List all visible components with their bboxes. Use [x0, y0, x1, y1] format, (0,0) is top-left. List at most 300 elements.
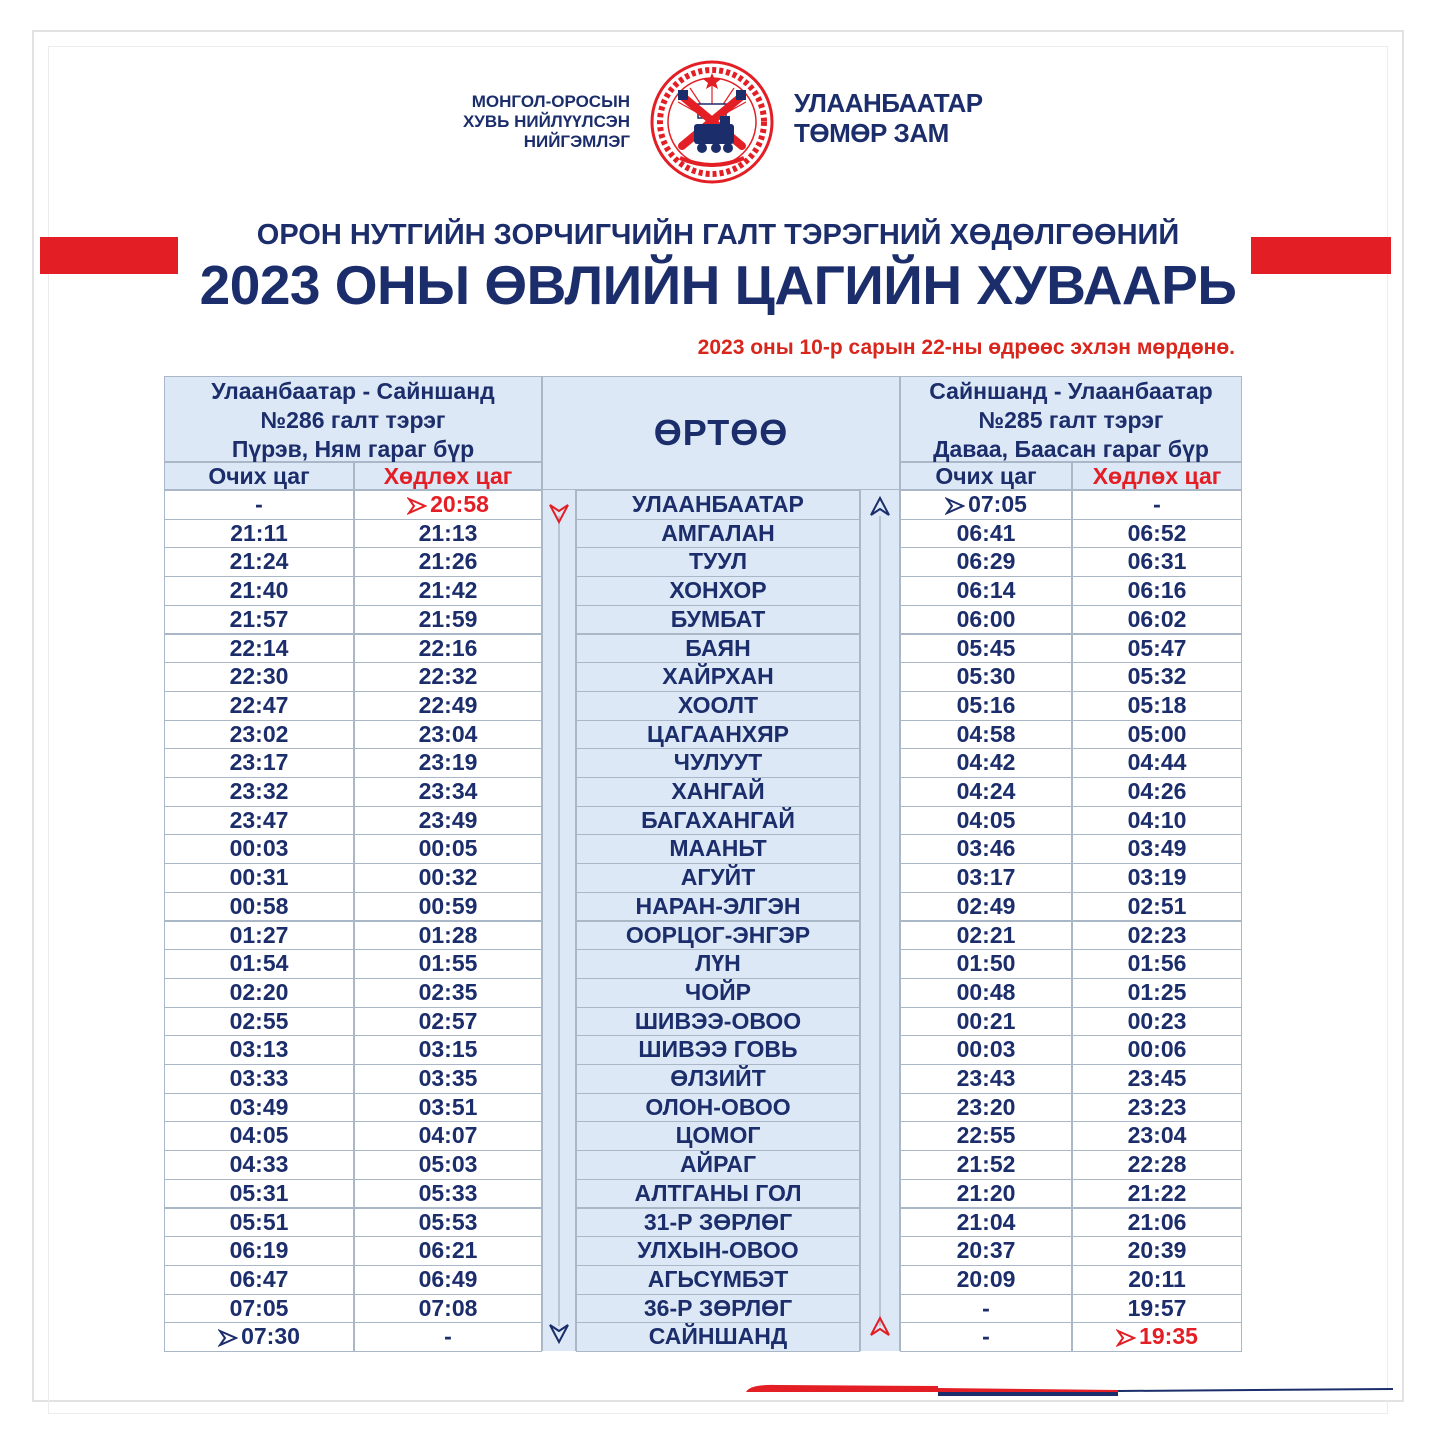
- station-cell-text: ШИВЭЭ ГОВЬ: [638, 1036, 798, 1063]
- right-arrive-cell: [900, 490, 1072, 520]
- right-train-header: [900, 376, 1242, 462]
- right-arrive-cell: [900, 863, 1072, 893]
- right-arrive-cell-text: -: [982, 1294, 990, 1321]
- station-cell-text: САЙНШАНД: [648, 1323, 788, 1350]
- right-arrive-cell-text: 05:30: [956, 663, 1016, 690]
- right-depart-cell: [1072, 1179, 1242, 1209]
- left-depart-cell: [354, 720, 542, 750]
- station-cell: [576, 1179, 860, 1209]
- right-depart-cell: [1072, 691, 1242, 721]
- station-cell: [576, 748, 860, 778]
- left-arrive-cell: [164, 921, 354, 951]
- left-arrive-cell: [164, 1179, 354, 1209]
- right-depart-cell: [1072, 978, 1242, 1008]
- left-depart-cell-text: 07:08: [418, 1294, 478, 1321]
- right-arrive-cell-text: 04:05: [956, 806, 1016, 833]
- right-arrive-cell: [900, 978, 1072, 1008]
- left-arrive-cell-text: 07:30: [241, 1323, 300, 1350]
- left-arrive-cell-text: 01:27: [229, 921, 289, 948]
- station-cell: [576, 720, 860, 750]
- right-depart-cell: [1072, 1121, 1242, 1151]
- right-depart-cell-text: 03:49: [1127, 835, 1187, 862]
- left-depart-cell-text: 22:32: [418, 663, 478, 690]
- schedule-subtitle: ОРОН НУТГИЙН ЗОРЧИГЧИЙН ГАЛТ ТЭРЭГНИЙ ХӨДӨЛГӨӨНИЙ: [256, 219, 1180, 251]
- right-depart-cell: [1072, 547, 1242, 577]
- right-depart-cell-text: 21:22: [1127, 1179, 1187, 1206]
- org-right-line: ТӨМӨР ЗАМ: [794, 118, 949, 148]
- left-arrive-cell: [164, 748, 354, 778]
- station-cell-text: АМГАЛАН: [661, 519, 775, 546]
- right-depart-cell: [1072, 1007, 1242, 1037]
- right-depart-cell-text: 20:39: [1127, 1237, 1187, 1264]
- left-arrive-cell: [164, 978, 354, 1008]
- left-depart-cell: [354, 921, 542, 951]
- right-arrive-cell-text: 05:45: [956, 634, 1016, 661]
- left-arrive-cell-text: 03:49: [229, 1093, 289, 1120]
- station-cell: [576, 892, 860, 922]
- left-depart-cell-text: 05:53: [418, 1208, 478, 1235]
- right-depart-cell: [1072, 662, 1242, 692]
- station-cell-text: ШИВЭЭ-ОВОО: [634, 1007, 802, 1034]
- right-depart-cell-text: -: [1153, 491, 1161, 517]
- station-cell: [576, 1121, 860, 1151]
- station-cell-text: УЛХЫН-ОВОО: [637, 1237, 799, 1264]
- station-cell: [576, 1007, 860, 1037]
- right-depart-cell: [1072, 720, 1242, 750]
- station-cell: [576, 547, 860, 577]
- left-arrive-cell: [164, 1035, 354, 1065]
- left-arrive-cell: [164, 547, 354, 577]
- station-cell-text: ООРЦОГ-ЭНГЭР: [625, 921, 811, 948]
- station-cell: [576, 949, 860, 979]
- right-arrive-cell: [900, 834, 1072, 864]
- left-arrive-cell: [164, 490, 354, 520]
- station-cell-text: ЦОМОГ: [675, 1122, 761, 1149]
- right-arrive-cell: [900, 691, 1072, 721]
- left-depart-cell-text: 22:16: [418, 634, 478, 661]
- right-depart-cell-text: 22:28: [1127, 1151, 1187, 1178]
- left-arrive-cell: [164, 1064, 354, 1094]
- right-depart-cell-text: 02:51: [1127, 892, 1187, 919]
- right-depart-cell-text: 04:44: [1127, 749, 1187, 776]
- right-depart-cell-text: 02:23: [1127, 921, 1187, 948]
- left-arrive-cell-text: 05:51: [229, 1208, 289, 1235]
- left-arrive-cell: [164, 1265, 354, 1295]
- left-arrive-cell: [164, 1150, 354, 1180]
- left-arrive-cell: [164, 777, 354, 807]
- right-arrive-cell: [900, 1064, 1072, 1094]
- right-depart-cell: [1072, 1035, 1242, 1065]
- right-depart-cell: [1072, 576, 1242, 606]
- org-name-left: [420, 92, 630, 152]
- station-cell: [576, 1294, 860, 1324]
- left-arrive-cell-text: -: [255, 491, 263, 517]
- right-depart-cell: [1072, 1236, 1242, 1266]
- right-depart-cell-text: 06:52: [1127, 519, 1187, 546]
- right-depart-cell: [1072, 921, 1242, 951]
- right-train-number: №285 галт тэрэг: [978, 407, 1164, 433]
- station-cell-text: МААНЬТ: [669, 835, 767, 862]
- right-depart-cell: [1072, 949, 1242, 979]
- left-arrive-cell: [164, 949, 354, 979]
- right-depart-cell: [1072, 806, 1242, 836]
- left-depart-cell-text: 23:49: [418, 806, 478, 833]
- station-cell: [576, 605, 860, 635]
- right-arrive-cell: [900, 1179, 1072, 1209]
- right-arrive-cell: [900, 1322, 1072, 1352]
- left-days: Пүрэв, Ням гараг бүр: [231, 436, 475, 462]
- left-depart-cell: [354, 777, 542, 807]
- right-arrive-cell: [900, 1150, 1072, 1180]
- left-depart-cell: [354, 547, 542, 577]
- station-cell: [576, 1208, 860, 1238]
- station-cell-text: ОЛОН-ОВОО: [645, 1093, 791, 1120]
- left-train-header: [164, 376, 542, 462]
- left-depart-cell: [354, 662, 542, 692]
- right-arrive-cell-text: 02:21: [956, 921, 1016, 948]
- right-arrive-cell-text: 07:05: [968, 491, 1027, 517]
- right-depart-cell-text: 03:19: [1127, 864, 1187, 891]
- left-depart-cell: [354, 1093, 542, 1123]
- timetable: [164, 376, 1242, 1351]
- left-depart-cell: [354, 1035, 542, 1065]
- right-depart-col-header: Хөдлөх цаг: [1072, 462, 1242, 490]
- left-depart-cell: [354, 863, 542, 893]
- right-arrive-cell-text: 03:46: [956, 835, 1016, 862]
- left-depart-cell: [354, 1064, 542, 1094]
- left-depart-cell-text: 01:28: [418, 921, 478, 948]
- station-cell-text: УЛААНБААТАР: [632, 491, 804, 517]
- right-arrive-cell: [900, 1121, 1072, 1151]
- right-depart-cell: [1072, 834, 1242, 864]
- left-train-number: №286 галт тэрэг: [260, 407, 446, 433]
- left-arrive-cell: [164, 1236, 354, 1266]
- left-arrive-cell: [164, 662, 354, 692]
- right-depart-cell: [1072, 1265, 1242, 1295]
- left-arrive-cell-text: 03:33: [229, 1065, 289, 1091]
- left-arrive-cell-text: 21:11: [230, 519, 288, 546]
- left-depart-cell-text: 06:49: [418, 1265, 478, 1292]
- left-arrive-col-header: Очих цаг: [164, 462, 354, 490]
- left-arrive-cell-text: 23:47: [229, 806, 289, 833]
- station-cell-text: БАГАХАНГАЙ: [641, 806, 795, 833]
- right-arrive-cell-text: 20:37: [956, 1237, 1016, 1264]
- left-arrive-cell-text: 23:02: [229, 720, 289, 747]
- right-depart-cell: [1072, 1150, 1242, 1180]
- right-arrive-cell-text: 04:42: [956, 749, 1016, 776]
- left-arrive-cell: [164, 1208, 354, 1238]
- left-arrive-cell: [164, 834, 354, 864]
- right-depart-cell: [1072, 634, 1242, 664]
- right-depart-cell-text: 19:57: [1127, 1294, 1187, 1321]
- left-depart-cell: [354, 892, 542, 922]
- station-cell: [576, 490, 860, 520]
- left-depart-cell-text: 05:03: [418, 1151, 478, 1178]
- left-arrive-cell: [164, 576, 354, 606]
- right-arrive-cell-text: 05:16: [956, 691, 1016, 718]
- station-cell: [576, 921, 860, 951]
- left-depart-cell-text: 22:49: [418, 691, 478, 718]
- left-arrive-cell-text: 06:19: [229, 1237, 289, 1264]
- right-arrive-cell-text: 04:58: [956, 720, 1016, 747]
- right-arrive-cell: [900, 547, 1072, 577]
- right-depart-cell-text: 06:31: [1127, 548, 1187, 575]
- station-cell: [576, 519, 860, 549]
- arrow-down-start-icon: [548, 502, 570, 524]
- arrow-up-end-icon: [869, 496, 891, 518]
- left-depart-cell: [354, 634, 542, 664]
- schedule-title: 2023 ОНЫ ӨВЛИЙН ЦАГИЙН ХУВААРЬ: [199, 254, 1237, 316]
- station-cell: [576, 1236, 860, 1266]
- right-depart-cell: [1072, 1093, 1242, 1123]
- left-arrive-cell: [164, 1121, 354, 1151]
- left-depart-cell-text: 03:35: [418, 1065, 478, 1091]
- left-depart-cell-text: 23:34: [418, 778, 478, 804]
- station-cell: [576, 863, 860, 893]
- right-arrive-cell: [900, 777, 1072, 807]
- right-arrive-cell: [900, 806, 1072, 836]
- left-arrive-cell: [164, 863, 354, 893]
- left-arrive-cell: [164, 806, 354, 836]
- right-depart-cell-text: 06:16: [1127, 577, 1187, 604]
- down-direction-line: [558, 516, 560, 1326]
- arrow-up-start-icon: [869, 1316, 891, 1338]
- right-arrive-cell: [900, 949, 1072, 979]
- left-depart-cell: [354, 1208, 542, 1238]
- right-arrive-cell: [900, 1208, 1072, 1238]
- station-cell-text: 31-Р ЗӨРЛӨГ: [643, 1208, 793, 1235]
- left-arrive-cell-text: 21:40: [229, 577, 289, 604]
- left-depart-cell-text: 21:59: [418, 605, 478, 632]
- station-cell: [576, 662, 860, 692]
- right-arrive-cell: [900, 1294, 1072, 1324]
- right-depart-cell-text: 23:45: [1127, 1065, 1187, 1091]
- left-arrive-cell-text: 23:17: [229, 749, 289, 776]
- left-depart-cell-text: 00:05: [418, 835, 478, 862]
- left-depart-cell: [354, 1265, 542, 1295]
- right-depart-cell: [1072, 1322, 1242, 1352]
- left-arrive-cell-text: 22:30: [229, 663, 289, 690]
- right-arrive-cell: [900, 720, 1072, 750]
- left-depart-cell-text: -: [444, 1323, 452, 1350]
- left-depart-cell-text: 23:19: [418, 749, 478, 776]
- arrow-right-icon: [407, 497, 427, 515]
- right-arrive-cell: [900, 605, 1072, 635]
- left-depart-cell-text: 03:15: [418, 1036, 478, 1063]
- station-cell-text: НАРАН-ЭЛГЭН: [635, 892, 801, 919]
- right-depart-cell-text: 01:25: [1127, 978, 1187, 1005]
- right-depart-cell: [1072, 1294, 1242, 1324]
- arrow-right-icon: [218, 1329, 238, 1347]
- station-cell: [576, 806, 860, 836]
- station-cell-text: АГУЙТ: [680, 864, 756, 891]
- right-arrive-cell: [900, 576, 1072, 606]
- right-depart-cell-text: 05:47: [1127, 634, 1187, 661]
- left-arrive-cell-text: 07:05: [229, 1294, 289, 1321]
- left-arrive-cell-text: 01:54: [229, 950, 289, 977]
- right-depart-cell-text: 01:56: [1127, 950, 1187, 977]
- left-route: Улаанбаатар - Сайншанд: [211, 378, 495, 404]
- right-depart-cell: [1072, 519, 1242, 549]
- left-depart-cell-text: 06:21: [418, 1237, 478, 1264]
- ubtz-emblem-icon: [650, 60, 774, 184]
- right-arrive-cell-text: 01:50: [956, 950, 1016, 977]
- left-depart-cell: [354, 490, 542, 520]
- right-arrive-cell: [900, 1236, 1072, 1266]
- left-depart-cell: [354, 748, 542, 778]
- left-depart-cell-text: 21:26: [418, 548, 478, 575]
- right-arrive-cell: [900, 519, 1072, 549]
- left-depart-cell-text: 01:55: [418, 950, 478, 977]
- station-cell: [576, 834, 860, 864]
- station-cell: [576, 1093, 860, 1123]
- right-depart-cell-text: 05:18: [1127, 691, 1187, 718]
- left-arrive-cell: [164, 720, 354, 750]
- station-cell: [576, 777, 860, 807]
- station-cell: [576, 1064, 860, 1094]
- left-arrive-cell: [164, 519, 354, 549]
- right-arrive-cell-text: 00:03: [956, 1036, 1016, 1063]
- right-depart-cell-text: 06:02: [1127, 605, 1187, 632]
- right-arrive-cell: [900, 1007, 1072, 1037]
- right-arrive-cell-text: 03:17: [956, 864, 1016, 891]
- station-cell-text: АЛТГАНЫ ГОЛ: [634, 1179, 802, 1206]
- left-depart-cell-text: 21:13: [418, 519, 478, 546]
- right-arrive-cell-text: 23:43: [956, 1065, 1016, 1091]
- right-route: Сайншанд - Улаанбаатар: [929, 378, 1213, 404]
- left-depart-cell: [354, 806, 542, 836]
- left-arrive-cell-text: 21:57: [229, 605, 289, 632]
- left-depart-cell: [354, 834, 542, 864]
- right-arrive-cell-text: 20:09: [956, 1265, 1016, 1292]
- left-arrive-cell: [164, 691, 354, 721]
- station-cell-text: ТУУЛ: [689, 548, 747, 575]
- right-depart-cell: [1072, 863, 1242, 893]
- station-header: ӨРТӨӨ: [542, 376, 900, 490]
- left-depart-cell-text: 04:07: [418, 1122, 478, 1149]
- left-depart-cell-text: 23:04: [418, 720, 478, 747]
- right-depart-cell-text: 05:00: [1127, 720, 1187, 747]
- right-depart-cell: [1072, 1064, 1242, 1094]
- right-depart-cell: [1072, 777, 1242, 807]
- left-arrive-cell-text: 21:24: [229, 548, 289, 575]
- right-arrive-cell-text: 02:49: [956, 892, 1016, 919]
- left-depart-cell: [354, 1007, 542, 1037]
- left-arrive-cell-text: 04:05: [229, 1122, 289, 1149]
- left-arrive-cell-text: 22:14: [229, 634, 289, 661]
- right-arrive-cell-text: 21:04: [956, 1208, 1016, 1235]
- station-cell: [576, 1035, 860, 1065]
- left-arrive-cell-text: 00:03: [229, 835, 289, 862]
- right-depart-cell-text: 23:23: [1127, 1093, 1187, 1120]
- left-depart-cell-text: 03:51: [418, 1093, 478, 1120]
- org-right-line: УЛААНБААТАР: [794, 88, 983, 118]
- left-depart-cell-text: 00:59: [418, 892, 478, 919]
- org-left-line: ХУВЬ НИЙЛҮҮЛСЭН: [462, 112, 630, 131]
- left-depart-cell-text: 20:58: [430, 491, 489, 517]
- left-depart-cell: [354, 691, 542, 721]
- right-arrive-cell-text: 21:52: [956, 1151, 1016, 1178]
- right-arrive-cell: [900, 1093, 1072, 1123]
- right-arrive-cell-text: 06:00: [956, 605, 1016, 632]
- right-depart-cell: [1072, 605, 1242, 635]
- right-depart-cell-text: 21:06: [1127, 1208, 1187, 1235]
- left-arrive-cell: [164, 1093, 354, 1123]
- station-cell: [576, 634, 860, 664]
- right-depart-cell: [1072, 892, 1242, 922]
- red-accent-bar-right: [1251, 237, 1391, 274]
- org-left-line: МОНГОЛ-ОРОСЫН: [471, 92, 630, 111]
- station-cell-text: ХАЙРХАН: [662, 663, 774, 690]
- left-arrive-cell-text: 00:58: [229, 892, 289, 919]
- left-depart-cell-text: 00:32: [418, 864, 478, 891]
- left-depart-cell: [354, 519, 542, 549]
- right-depart-cell: [1072, 490, 1242, 520]
- left-depart-cell-text: 21:42: [418, 577, 478, 604]
- right-arrive-cell: [900, 892, 1072, 922]
- left-arrive-cell: [164, 892, 354, 922]
- station-cell-text: ХАНГАЙ: [671, 778, 765, 804]
- station-cell-text: ХООЛТ: [677, 691, 759, 718]
- right-arrive-cell-text: 22:55: [956, 1122, 1016, 1149]
- left-arrive-cell-text: 02:55: [229, 1007, 289, 1034]
- right-arrive-cell: [900, 1035, 1072, 1065]
- left-arrive-cell-text: 02:20: [229, 978, 289, 1005]
- up-direction-line: [879, 516, 881, 1326]
- station-cell-text: ЧУЛУУТ: [673, 749, 763, 776]
- right-arrive-cell: [900, 748, 1072, 778]
- left-depart-cell: [354, 1322, 542, 1352]
- right-arrive-cell-text: 00:48: [956, 978, 1016, 1005]
- station-cell: [576, 1265, 860, 1295]
- right-arrive-cell-text: 06:14: [956, 577, 1016, 604]
- station-cell-text: ӨЛЗИЙТ: [670, 1065, 766, 1091]
- right-depart-cell-text: 05:32: [1127, 663, 1187, 690]
- left-arrive-cell-text: 00:31: [229, 864, 289, 891]
- left-arrive-cell-text: 05:31: [229, 1179, 289, 1206]
- left-arrive-cell: [164, 1322, 354, 1352]
- left-arrive-cell: [164, 1007, 354, 1037]
- station-cell-text: ХОНХОР: [669, 577, 767, 604]
- left-depart-cell-text: 02:35: [418, 978, 478, 1005]
- left-arrive-cell-text: 22:47: [229, 691, 289, 718]
- left-arrive-cell-text: 23:32: [229, 778, 289, 804]
- right-arrive-cell-text: 04:24: [956, 778, 1016, 804]
- left-depart-cell-text: 02:57: [418, 1007, 478, 1034]
- left-depart-cell-text: 05:33: [418, 1179, 478, 1206]
- left-depart-cell: [354, 949, 542, 979]
- left-arrive-cell-text: 03:13: [229, 1036, 289, 1063]
- station-cell-text: 36-Р ЗӨРЛӨГ: [643, 1294, 793, 1321]
- right-depart-cell-text: 00:06: [1127, 1036, 1187, 1063]
- right-arrive-cell: [900, 662, 1072, 692]
- right-arrive-cell-text: 00:21: [956, 1007, 1016, 1034]
- red-accent-bar-left: [40, 237, 178, 274]
- station-cell-text: ЛҮН: [695, 950, 741, 977]
- right-arrive-cell: [900, 1265, 1072, 1295]
- right-arrive-cell-text: 23:20: [956, 1093, 1016, 1120]
- right-arrive-col-header: Очих цаг: [900, 462, 1072, 490]
- arrow-down-end-icon: [548, 1322, 570, 1344]
- left-depart-col-header: Хөдлөх цаг: [354, 462, 542, 490]
- station-cell-text: БУМБАТ: [670, 605, 766, 632]
- left-arrive-cell: [164, 634, 354, 664]
- left-depart-cell: [354, 1236, 542, 1266]
- left-arrive-cell-text: 06:47: [229, 1265, 289, 1292]
- arrow-right-icon: [1116, 1329, 1136, 1347]
- left-arrive-cell-text: 04:33: [229, 1151, 289, 1178]
- effective-date-note: 2023 оны 10-р сарын 22-ны өдрөөс эхлэн мөрдөнө.: [697, 336, 1235, 359]
